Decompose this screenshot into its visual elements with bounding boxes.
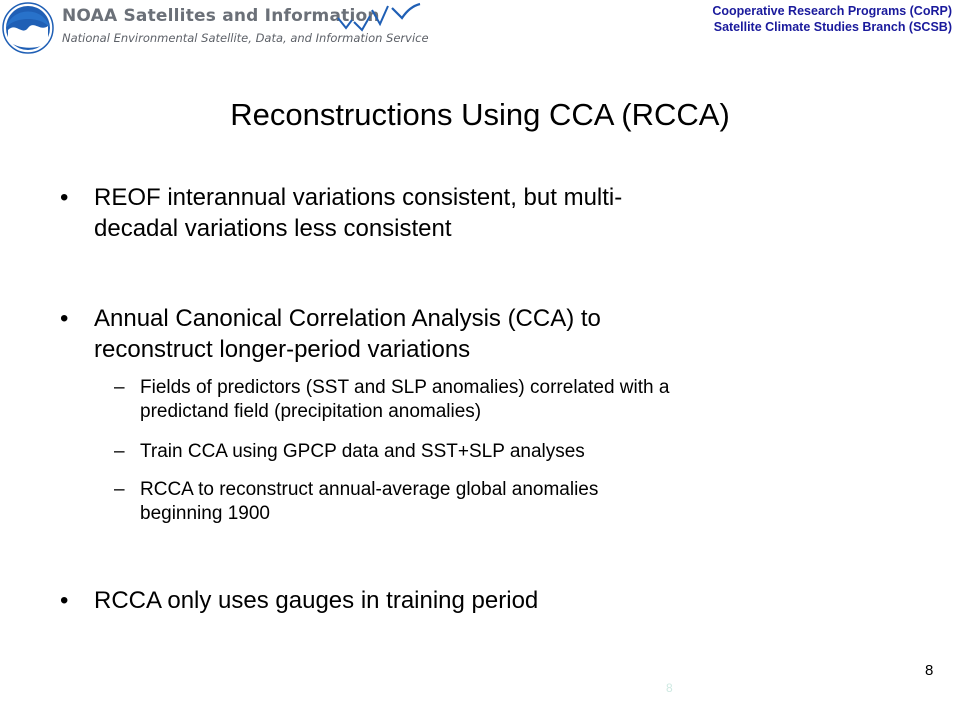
bullet-text [94, 182, 820, 244]
sub-bullet-item [114, 478, 864, 526]
sub-bullet-text [140, 478, 864, 526]
dash-icon: – [114, 441, 125, 462]
bullet-line: decadal variations less consistent [94, 215, 452, 242]
org-title: NOAA Satellites and Information [62, 6, 380, 26]
page-number: 8 [925, 662, 934, 679]
bullet-item [60, 303, 820, 365]
dash-icon: – [114, 377, 125, 398]
sub-bullet-line: predictand field (precipitation anomalies) [140, 401, 482, 422]
sub-bullet-item [114, 440, 864, 464]
sub-bullet-text [140, 440, 864, 464]
bullet-icon: • [60, 305, 69, 332]
bullet-item [60, 182, 820, 244]
bullet-text [94, 585, 820, 616]
org-subtitle: National Environmental Satellite, Data, and Information Service [62, 31, 429, 45]
slide-title: Reconstructions Using CCA (RCCA) [230, 97, 730, 132]
bullet-line: reconstruct longer-period variations [94, 336, 471, 363]
bullet-line: RCCA only uses gauges in training period [94, 587, 539, 614]
sub-bullet-line: Fields of predictors (SST and SLP anomalies) correlated with a [140, 377, 670, 398]
program-line-scsb: Satellite Climate Studies Branch (SCSB) [713, 20, 952, 34]
sub-bullet-text [140, 376, 864, 424]
bullet-icon: • [60, 587, 69, 614]
bullet-line: REOF interannual variations consistent, but multi- [94, 184, 623, 211]
ghost-page-number: 8 [666, 681, 673, 695]
sub-bullet-line: RCCA to reconstruct annual-average global anomalies [140, 479, 599, 500]
bullet-icon: • [60, 184, 69, 211]
dash-icon: – [114, 479, 125, 500]
sub-bullet-item [114, 376, 864, 424]
bullet-item [60, 585, 820, 616]
sub-bullet-line: Train CCA using GPCP data and SST+SLP analyses [140, 441, 585, 462]
bullet-line: Annual Canonical Correlation Analysis (CCA) to [94, 305, 601, 332]
sub-bullet-line: beginning 1900 [140, 503, 270, 524]
bullet-text [94, 303, 820, 365]
program-line-corp: Cooperative Research Programs (CoRP) [712, 4, 952, 18]
